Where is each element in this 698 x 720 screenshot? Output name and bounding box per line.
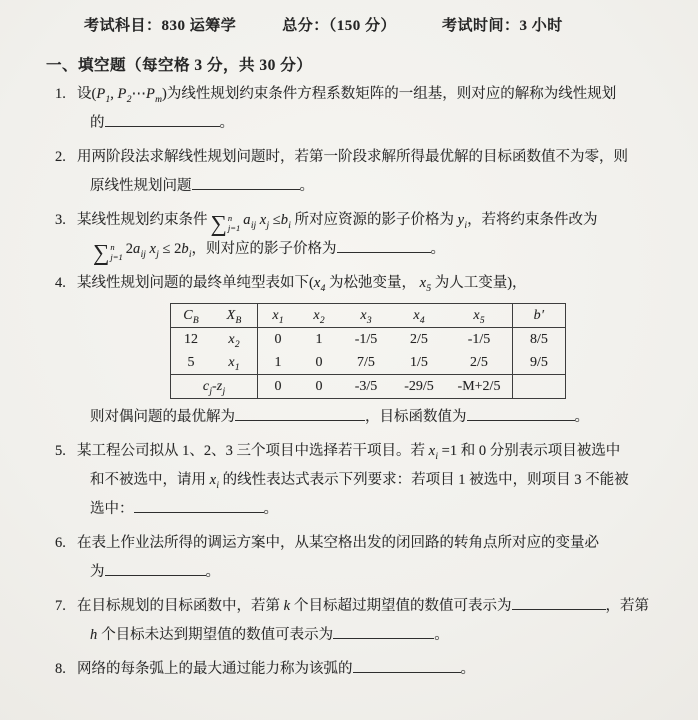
- simplex-cell: 2/5: [410, 332, 428, 347]
- simplex-cell: -M+2/5: [446, 375, 513, 399]
- math-subscript: 1: [105, 94, 111, 105]
- math-var: x: [149, 241, 157, 257]
- question-6: [55, 529, 662, 587]
- math-subscript: j: [156, 249, 159, 260]
- exam-total-score: 总分：（150 分）: [282, 18, 397, 34]
- math-subscript: 2: [234, 339, 240, 350]
- question-4-line-2: 则对偶问题的最优解为 ，目标函数值为 。: [90, 409, 589, 425]
- simplex-cell: 1: [258, 351, 299, 375]
- simplex-footer-row: [171, 375, 566, 399]
- math-subscript: 3: [366, 315, 372, 326]
- simplex-header-row: [171, 304, 566, 328]
- simplex-cell: 0: [298, 375, 340, 399]
- simplex-cell: [211, 328, 258, 352]
- simplex-header-cell: [446, 304, 513, 328]
- math-var: P: [145, 86, 156, 102]
- answer-blank: [512, 596, 606, 610]
- simplex-header-cell: [392, 304, 446, 328]
- simplex-header-cell: [513, 304, 566, 328]
- simplex-header-cell: [298, 304, 340, 328]
- question-5-line-1: 某工程公司拟从 1、2、3 三个项目中选择若干项目。若 $x_i =1$ 和 0 分别表示项目被选中: [77, 443, 621, 462]
- simplex-row: [171, 328, 566, 352]
- math-var: k: [283, 598, 291, 614]
- simplex-cell: 7/5: [357, 355, 375, 370]
- answer-blank: [105, 113, 220, 127]
- answer-blank: [192, 176, 300, 190]
- question-2: [55, 143, 662, 201]
- simplex-cell: 2/5: [470, 355, 488, 370]
- answer-blank: [333, 625, 434, 639]
- simplex-cell: -3/5: [340, 375, 392, 399]
- answer-blank: [105, 562, 206, 576]
- math-subscript: ij: [250, 220, 257, 231]
- answer-blank: [134, 499, 264, 513]
- question-1-line-1: 设($P_1$, $P_2\cdots P_m$)为线性规划约束条件方程系数矩阵的一组基，则对应的解称为线性规划: [77, 86, 617, 105]
- simplex-cell: -1/5: [354, 332, 378, 347]
- simplex-table: [170, 303, 566, 399]
- math-var: X: [226, 308, 236, 323]
- simplex-cell: 0: [258, 328, 299, 352]
- simplex-cell: [513, 375, 566, 399]
- math-var: x: [209, 472, 217, 488]
- math-var: P: [96, 86, 106, 102]
- simplex-header-cell: [340, 304, 392, 328]
- question-5-line-2: 和不被选中，请用 $x_i$ 的线性表达式表示下列要求：若项目 1 被选中，则项目 3 不能被: [90, 472, 629, 491]
- math-var: x: [413, 308, 420, 323]
- exam-duration: 考试时间：3 小时: [442, 18, 563, 34]
- simplex-header-cell: [171, 304, 212, 328]
- question-7-line-1: 在目标规划的目标函数中，若第 k 个目标超过期望值的数值可表示为 ，若第: [77, 598, 649, 614]
- question-6-line-2: 为 。: [90, 564, 220, 580]
- math-subscript: i: [216, 480, 220, 491]
- math-var: a: [133, 241, 141, 257]
- question-4: [55, 269, 662, 432]
- math-subscript: B: [192, 315, 199, 326]
- math-subscript: 5: [479, 315, 485, 326]
- exam-subject: 考试科目：830 运筹学: [84, 18, 237, 34]
- answer-blank: [467, 407, 575, 421]
- question-2-line-2: 原线性规划问题 。: [90, 178, 314, 194]
- question-7: [55, 592, 662, 650]
- math-var: b: [181, 241, 189, 257]
- question-number: 1.: [55, 86, 66, 102]
- math-var: x: [228, 355, 235, 370]
- question-4-line-1: 某线性规划问题的最终单纯型表如下($x_4$ 为松弛变量， $x_5$ 为人工变量)，: [77, 275, 527, 294]
- math-var: x: [419, 275, 427, 291]
- question-3-line-1: 某线性规划约束条件 ∑ n j=1 $a_{ij}$ $x_j \le b_i$ 所对应资源的影子价格为 $y_i$，若将约束条件改为: [77, 211, 598, 236]
- section-title: 一、填空题（每空格 3 分，共 30 分）: [46, 57, 313, 74]
- simplex-row: [171, 351, 566, 375]
- question-number: 6.: [55, 535, 66, 551]
- simplex-cell: [211, 351, 258, 375]
- math-var: x: [259, 212, 267, 228]
- summation-icon: ∑ n j=1: [93, 240, 123, 265]
- math-var: z: [216, 379, 223, 394]
- math-subscript: ij: [140, 249, 146, 260]
- math-subscript: j: [266, 220, 270, 231]
- question-3: [55, 206, 662, 264]
- question-8-line-1: 网络的每条弧上的最大通过能力称为该弧的 。: [77, 661, 475, 677]
- question-number: 2.: [55, 149, 66, 165]
- math-var: b: [280, 212, 289, 228]
- simplex-cell: 9/5: [513, 351, 566, 375]
- question-number: 4.: [55, 275, 66, 291]
- math-var: a: [243, 212, 251, 228]
- question-8: [55, 655, 662, 684]
- question-1-line-2: 的 。: [90, 115, 234, 131]
- simplex-header-cell: [258, 304, 299, 328]
- math-var: P: [117, 86, 127, 102]
- simplex-cell: 0: [315, 355, 323, 370]
- math-var: h: [90, 627, 98, 643]
- answer-blank: [337, 239, 431, 253]
- simplex-cell: 0: [258, 375, 299, 399]
- math-var: y: [457, 212, 465, 228]
- math-var: x: [428, 443, 436, 459]
- math-var: x: [473, 308, 480, 323]
- simplex-footer-label: $c_j-z_j$: [171, 375, 258, 399]
- questions: [0, 80, 698, 684]
- simplex-cell: 1: [315, 332, 323, 347]
- math-subscript: 4: [419, 315, 425, 326]
- question-7-line-2: h 个目标未达到期望值的数值可表示为 。: [90, 627, 449, 643]
- answer-blank: [235, 407, 365, 421]
- simplex-cell: -29/5: [392, 375, 446, 399]
- simplex-cell: 8/5: [513, 328, 566, 352]
- simplex-cell: 5: [187, 355, 195, 370]
- math-subscript: m: [155, 94, 162, 105]
- exam-header: [0, 0, 698, 35]
- simplex-header-cell: [211, 304, 258, 328]
- simplex-cell: 1/5: [410, 355, 428, 370]
- question-number: 3.: [55, 212, 66, 228]
- math-var: x: [313, 308, 320, 323]
- math-subscript: i: [464, 220, 468, 231]
- math-subscript: i: [435, 451, 439, 462]
- simplex-cell: 12: [184, 332, 198, 347]
- math-subscript: i: [188, 249, 192, 260]
- summation-icon: ∑ n j=1: [210, 211, 241, 236]
- math-subscript: 1: [234, 362, 240, 373]
- math-subscript: 1: [278, 315, 284, 326]
- math-subscript: B: [235, 315, 242, 326]
- question-5: [55, 437, 662, 524]
- math-var: b′: [533, 308, 545, 323]
- question-3-line-2: ∑ n j=1 $2a_{ij}$ $x_j \le 2b_i$，则对应的影子价格为 。: [93, 240, 446, 265]
- question-1: [55, 80, 662, 138]
- math-subscript: 2: [319, 315, 325, 326]
- math-var: x: [313, 275, 321, 291]
- question-6-line-1: 在表上作业法所得的调运方案中，从某空格出发的闭回路的转角点所对应的变量必: [77, 535, 599, 551]
- math-var: x: [272, 308, 279, 323]
- math-var: C: [183, 308, 193, 323]
- question-number: 8.: [55, 661, 66, 677]
- question-5-line-3: 选中： 。: [90, 501, 278, 517]
- simplex-cell: -1/5: [467, 332, 491, 347]
- math-var: c: [202, 379, 210, 394]
- math-subscript: 5: [426, 283, 432, 294]
- question-number: 5.: [55, 443, 66, 459]
- question-number: 7.: [55, 598, 66, 614]
- question-2-line-1: 用两阶段法求解线性规划问题时，若第一阶段求解所得最优解的目标函数值不为零，则: [77, 149, 628, 165]
- math-subscript: 2: [126, 94, 132, 105]
- math-var: x: [228, 332, 235, 347]
- math-var: x: [360, 308, 367, 323]
- math-subscript: i: [288, 220, 291, 231]
- math-subscript: 4: [320, 283, 326, 294]
- answer-blank: [353, 659, 461, 673]
- math-subscript: j: [222, 386, 226, 397]
- math-subscript: j: [209, 386, 213, 397]
